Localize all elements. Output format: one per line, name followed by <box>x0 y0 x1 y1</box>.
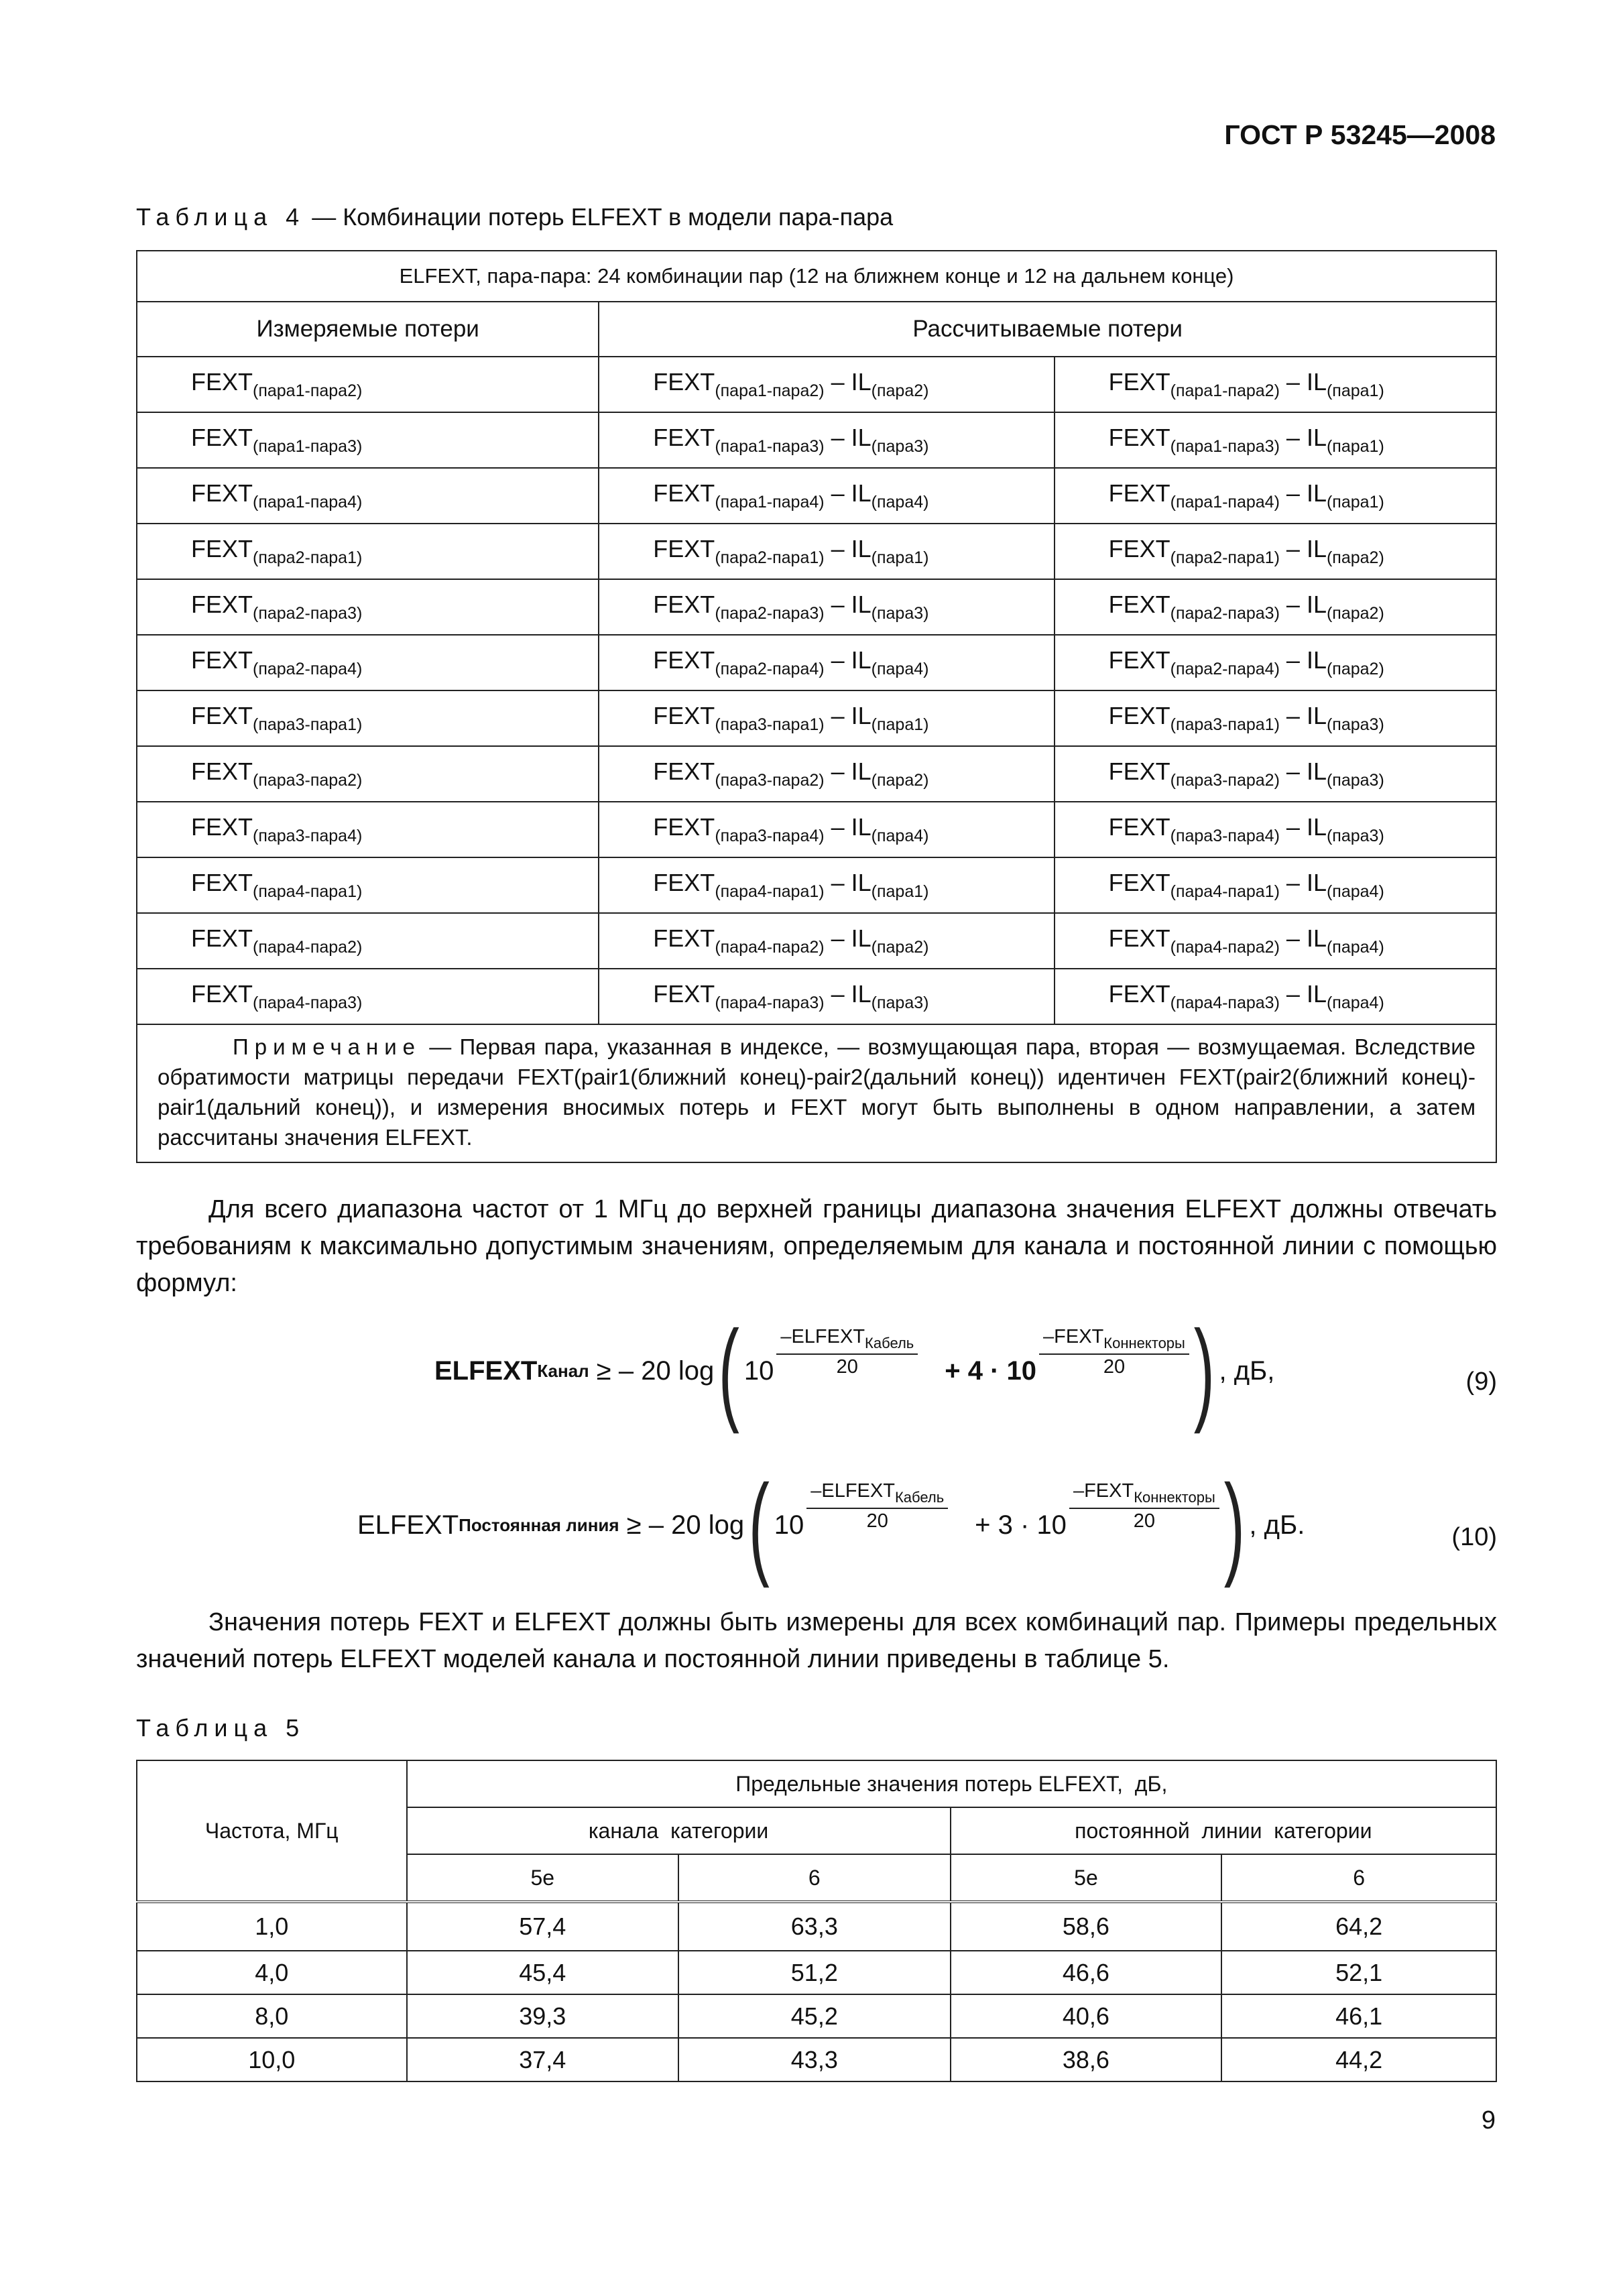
measured-loss-cell <box>137 857 599 913</box>
minus-sign: – <box>1279 591 1307 618</box>
il-subscript: (пара1) <box>1326 493 1384 511</box>
pair-subscript: (пара4-пара3) <box>253 993 363 1012</box>
table4-row <box>137 913 1496 969</box>
il-symbol: IL <box>1306 368 1327 396</box>
minus-sign: – <box>824 368 851 396</box>
fext-symbol: FEXT <box>191 368 253 396</box>
table4-merged-header: ELFEXT, пара-пара: 24 комбинации пар (12 на ближнем конце и 12 на дальнем конце) <box>137 251 1496 302</box>
fext-symbol: FEXT <box>1108 813 1170 841</box>
elfext-value-cell: 52,1 <box>1221 1951 1496 1994</box>
pair-subscript: (пара4-пара3) <box>715 993 825 1012</box>
f9-exp2-sub: Коннекторы <box>1103 1335 1185 1351</box>
minus-sign: – <box>1279 869 1307 896</box>
calculated-loss-cell <box>599 802 1054 857</box>
minus-sign: – <box>1279 924 1307 952</box>
elfext-value-cell: 38,6 <box>951 2038 1222 2081</box>
pair-subscript: (пара1-пара2) <box>253 381 363 400</box>
il-symbol: IL <box>1306 813 1327 841</box>
il-symbol: IL <box>1306 535 1327 562</box>
elfext-value-cell: 46,1 <box>1221 1994 1496 2038</box>
pair-subscript: (пара1-пара4) <box>1170 493 1280 511</box>
table5-body <box>137 1902 1496 2081</box>
pair-subscript: (пара3-пара1) <box>715 715 825 734</box>
pair-subscript: (пара1-пара4) <box>253 493 363 511</box>
pair-subscript: (пара2-пара1) <box>253 548 363 567</box>
f9-exp1-num: –ELFEXT <box>780 1326 865 1347</box>
il-symbol: IL <box>1306 424 1327 451</box>
table4-row <box>137 690 1496 746</box>
minus-sign: – <box>1279 479 1307 507</box>
minus-sign: – <box>1279 535 1307 562</box>
fext-symbol: FEXT <box>1108 924 1170 952</box>
il-symbol: IL <box>851 758 871 785</box>
table4-row <box>137 802 1496 857</box>
elfext-value-cell: 51,2 <box>678 1951 951 1994</box>
table4-row <box>137 412 1496 468</box>
fext-symbol: FEXT <box>1108 869 1170 896</box>
fext-symbol: FEXT <box>191 980 253 1008</box>
table5-row <box>137 1951 1496 1994</box>
table4-row <box>137 468 1496 524</box>
pair-subscript: (пара1-пара2) <box>715 381 825 400</box>
measured-loss-cell <box>137 802 599 857</box>
pair-subscript: (пара1-пара3) <box>715 437 825 456</box>
il-subscript: (пара4) <box>871 827 929 845</box>
paragraph-1-text: Для всего диапазона частот от 1 МГц до верхней границы диапазона значения ELFEXT должны отвечать требованиям к максимально допустимым значениям, определяемым для канала и постоянной линии с помощью формул: <box>136 1195 1497 1297</box>
table4 <box>136 250 1497 1163</box>
il-symbol: IL <box>851 980 871 1008</box>
il-subscript: (пара2) <box>1326 660 1384 678</box>
calculated-loss-cell <box>1055 857 1496 913</box>
calculated-loss-cell <box>599 579 1054 635</box>
pair-subscript: (пара2-пара3) <box>715 604 825 623</box>
frequency-cell: 8,0 <box>137 1994 407 2038</box>
calculated-loss-cell <box>599 746 1054 802</box>
paragraph-2 <box>136 1604 1497 1678</box>
fext-symbol: FEXT <box>653 591 715 618</box>
minus-sign: – <box>824 813 851 841</box>
measured-loss-cell <box>137 690 599 746</box>
frequency-cell: 4,0 <box>137 1951 407 1994</box>
fext-symbol: FEXT <box>1108 591 1170 618</box>
il-symbol: IL <box>1306 591 1327 618</box>
pair-subscript: (пара3-пара1) <box>253 715 363 734</box>
il-symbol: IL <box>1306 980 1327 1008</box>
il-subscript: (пара2) <box>1326 548 1384 567</box>
il-subscript: (пара4) <box>871 660 929 678</box>
il-symbol: IL <box>851 479 871 507</box>
il-subscript: (пара2) <box>871 771 929 790</box>
frequency-cell: 1,0 <box>137 1902 407 1951</box>
table5 <box>136 1760 1497 2082</box>
il-symbol: IL <box>1306 758 1327 785</box>
fext-symbol: FEXT <box>1108 368 1170 396</box>
table4-col-calculated: Рассчитываемые потери <box>599 302 1496 357</box>
il-subscript: (пара4) <box>871 493 929 511</box>
table4-row <box>137 579 1496 635</box>
f10-exp1-den: 20 <box>866 1510 888 1532</box>
il-subscript: (пара2) <box>871 381 929 400</box>
f10-exp2-num: –FEXT <box>1073 1480 1134 1502</box>
calculated-loss-cell <box>1055 635 1496 690</box>
elfext-value-cell: 37,4 <box>407 2038 679 2081</box>
note-text: — Первая пара, указанная в индексе, — возмущающая пара, вторая — возмущаемая. Вследствие обратимости матрицы передачи FEXT(pair1(ближний конец)-pair2(дальний конец)) идентичен FEXT(pair2(ближний конец)-pair1(дальний конец)), и измерения вносимых потерь и FEXT могут быть выполнены в одном направлении, а затем рассчитаны значения ELFEXT. <box>158 1034 1476 1150</box>
fext-symbol: FEXT <box>191 591 253 618</box>
fext-symbol: FEXT <box>653 869 715 896</box>
table5-col-freq: Частота, МГц <box>137 1760 407 1902</box>
calculated-loss-cell <box>1055 690 1496 746</box>
measured-loss-cell <box>137 412 599 468</box>
minus-sign: – <box>1279 368 1307 396</box>
il-symbol: IL <box>851 924 871 952</box>
page-number: 9 <box>1481 2106 1496 2134</box>
il-subscript: (пара1) <box>871 715 929 734</box>
measured-loss-cell <box>137 635 599 690</box>
pair-subscript: (пара2-пара4) <box>1170 660 1280 678</box>
pair-subscript: (пара4-пара1) <box>1170 882 1280 901</box>
f10-close-paren: ) <box>1223 1461 1245 1589</box>
elfext-value-cell: 45,2 <box>678 1994 951 2038</box>
pair-subscript: (пара3-пара1) <box>1170 715 1280 734</box>
f9-rel: ≥ – 20 log <box>589 1355 715 1386</box>
il-subscript: (пара1) <box>871 882 929 901</box>
fext-symbol: FEXT <box>191 646 253 674</box>
fext-symbol: FEXT <box>653 368 715 396</box>
pair-subscript: (пара3-пара2) <box>1170 771 1280 790</box>
calculated-loss-cell <box>1055 913 1496 969</box>
calculated-loss-cell <box>599 524 1054 579</box>
elfext-value-cell: 46,6 <box>951 1951 1222 1994</box>
table4-caption-text: — Комбинации потерь ELFEXT в модели пара-пара <box>305 203 894 231</box>
minus-sign: – <box>1279 758 1307 785</box>
pair-subscript: (пара2-пара1) <box>715 548 825 567</box>
table5-category: 6 <box>1221 1854 1496 1902</box>
table4-caption-label: Таблица 4 <box>136 203 306 231</box>
minus-sign: – <box>824 535 851 562</box>
il-subscript: (пара3) <box>1326 715 1384 734</box>
pair-subscript: (пара1-пара4) <box>715 493 825 511</box>
il-symbol: IL <box>851 869 871 896</box>
calculated-loss-cell <box>1055 357 1496 412</box>
pair-subscript: (пара4-пара2) <box>253 938 363 957</box>
il-subscript: (пара3) <box>871 993 929 1012</box>
pair-subscript: (пара2-пара4) <box>715 660 825 678</box>
minus-sign: – <box>824 758 851 785</box>
pair-subscript: (пара2-пара4) <box>253 660 363 678</box>
f10-exp1-sub: Кабель <box>894 1489 945 1506</box>
il-symbol: IL <box>851 424 871 451</box>
pair-subscript: (пара1-пара3) <box>253 437 363 456</box>
calculated-loss-cell <box>599 635 1054 690</box>
minus-sign: – <box>1279 424 1307 451</box>
fext-symbol: FEXT <box>1108 758 1170 785</box>
table5-category: 5e <box>951 1854 1222 1902</box>
minus-sign: – <box>824 702 851 729</box>
elfext-value-cell: 64,2 <box>1221 1902 1496 1951</box>
pair-subscript: (пара4-пара2) <box>1170 938 1280 957</box>
minus-sign: – <box>824 869 851 896</box>
formula-9 <box>434 1307 1275 1435</box>
pair-subscript: (пара1-пара2) <box>1170 381 1280 400</box>
minus-sign: – <box>1279 702 1307 729</box>
il-subscript: (пара1) <box>1326 437 1384 456</box>
elfext-value-cell: 44,2 <box>1221 2038 1496 2081</box>
table5-category: 5e <box>407 1854 679 1902</box>
il-symbol: IL <box>851 591 871 618</box>
f9-base: 10 <box>743 1355 774 1386</box>
pair-subscript: (пара2-пара3) <box>1170 604 1280 623</box>
table4-row <box>137 524 1496 579</box>
table4-row <box>137 857 1496 913</box>
measured-loss-cell <box>137 579 599 635</box>
f9-exp1-sub: Кабель <box>865 1335 914 1351</box>
table5-group-permanent: постоянной линии категории <box>951 1807 1496 1854</box>
il-subscript: (пара4) <box>1326 938 1384 957</box>
f10-exp1 <box>806 1480 948 1532</box>
f9-exp2 <box>1039 1326 1189 1378</box>
table5-row <box>137 1994 1496 2038</box>
f9-open-paren: ( <box>718 1307 740 1435</box>
il-subscript: (пара3) <box>1326 827 1384 845</box>
fext-symbol: FEXT <box>653 646 715 674</box>
fext-symbol: FEXT <box>191 535 253 562</box>
f10-lhs-sub: Постоянная линия <box>459 1514 619 1535</box>
f10-exp2-sub: Коннекторы <box>1134 1489 1215 1506</box>
il-subscript: (пара1) <box>1326 381 1384 400</box>
f10-exp2 <box>1069 1480 1219 1532</box>
minus-sign: – <box>824 924 851 952</box>
il-subscript: (пара3) <box>871 604 929 623</box>
elfext-value-cell: 45,4 <box>407 1951 679 1994</box>
f10-plus: + 3 · 10 <box>975 1510 1067 1540</box>
il-symbol: IL <box>1306 479 1327 507</box>
table4-row <box>137 357 1496 412</box>
pair-subscript: (пара4-пара2) <box>715 938 825 957</box>
table4-row <box>137 635 1496 690</box>
minus-sign: – <box>824 591 851 618</box>
elfext-value-cell: 40,6 <box>951 1994 1222 2038</box>
pair-subscript: (пара1-пара3) <box>1170 437 1280 456</box>
table4-body <box>137 357 1496 1024</box>
formula-9-number: (9) <box>1465 1368 1497 1396</box>
measured-loss-cell <box>137 746 599 802</box>
pair-subscript: (пара3-пара2) <box>253 771 363 790</box>
fext-symbol: FEXT <box>653 702 715 729</box>
pair-subscript: (пара4-пара1) <box>253 882 363 901</box>
pair-subscript: (пара4-пара3) <box>1170 993 1280 1012</box>
f10-base: 10 <box>774 1510 804 1540</box>
f10-open-paren: ( <box>748 1461 770 1589</box>
il-symbol: IL <box>851 646 871 674</box>
fext-symbol: FEXT <box>191 479 253 507</box>
il-subscript: (пара4) <box>1326 993 1384 1012</box>
table4-caption <box>136 203 893 231</box>
il-symbol: IL <box>851 535 871 562</box>
table4-col-measured: Измеряемые потери <box>137 302 599 357</box>
paragraph-2-text: Значения потерь FEXT и ELFEXT должны быть измерены для всех комбинаций пар. Примеры предельных значений потерь ELFEXT моделей канала и постоянной линии приведены в таблице 5. <box>136 1608 1497 1673</box>
calculated-loss-cell <box>599 357 1054 412</box>
f9-lhs: ELFEXT <box>434 1355 538 1386</box>
paragraph-1 <box>136 1191 1497 1302</box>
fext-symbol: FEXT <box>1108 702 1170 729</box>
pair-subscript: (пара3-пара4) <box>1170 827 1280 845</box>
fext-symbol: FEXT <box>653 535 715 562</box>
f10-exp2-den: 20 <box>1133 1510 1155 1532</box>
document-header: ГОСТ Р 53245—2008 <box>1224 119 1496 150</box>
fext-symbol: FEXT <box>653 479 715 507</box>
calculated-loss-cell <box>1055 524 1496 579</box>
fext-symbol: FEXT <box>653 758 715 785</box>
elfext-value-cell: 43,3 <box>678 2038 951 2081</box>
elfext-value-cell: 57,4 <box>407 1902 679 1951</box>
measured-loss-cell <box>137 524 599 579</box>
pair-subscript: (пара2-пара1) <box>1170 548 1280 567</box>
il-subscript: (пара3) <box>1326 771 1384 790</box>
il-symbol: IL <box>1306 869 1327 896</box>
fext-symbol: FEXT <box>1108 646 1170 674</box>
pair-subscript: (пара3-пара2) <box>715 771 825 790</box>
il-symbol: IL <box>851 813 871 841</box>
table5-row <box>137 1902 1496 1951</box>
calculated-loss-cell <box>1055 802 1496 857</box>
fext-symbol: FEXT <box>1108 980 1170 1008</box>
il-symbol: IL <box>851 702 871 729</box>
formula-10 <box>357 1461 1305 1589</box>
fext-symbol: FEXT <box>653 924 715 952</box>
fext-symbol: FEXT <box>1108 479 1170 507</box>
f9-close-paren: ) <box>1193 1307 1215 1435</box>
frequency-cell: 10,0 <box>137 2038 407 2081</box>
minus-sign: – <box>1279 646 1307 674</box>
minus-sign: – <box>1279 813 1307 841</box>
measured-loss-cell <box>137 357 599 412</box>
il-subscript: (пара3) <box>871 437 929 456</box>
il-subscript: (пара2) <box>871 938 929 957</box>
fext-symbol: FEXT <box>191 424 253 451</box>
fext-symbol: FEXT <box>191 758 253 785</box>
table5-category: 6 <box>678 1854 951 1902</box>
pair-subscript: (пара2-пара3) <box>253 604 363 623</box>
f9-exp1-den: 20 <box>836 1356 858 1378</box>
calculated-loss-cell <box>1055 579 1496 635</box>
minus-sign: – <box>824 980 851 1008</box>
table5-row <box>137 2038 1496 2081</box>
calculated-loss-cell <box>599 412 1054 468</box>
minus-sign: – <box>824 646 851 674</box>
f9-exp2-den: 20 <box>1103 1356 1126 1378</box>
pair-subscript: (пара3-пара4) <box>715 827 825 845</box>
measured-loss-cell <box>137 468 599 524</box>
elfext-value-cell: 39,3 <box>407 1994 679 2038</box>
f10-exp1-num: –ELFEXT <box>810 1480 895 1502</box>
table4-row <box>137 746 1496 802</box>
calculated-loss-cell <box>599 690 1054 746</box>
fext-symbol: FEXT <box>653 424 715 451</box>
il-symbol: IL <box>851 368 871 396</box>
f10-lhs: ELFEXT <box>357 1510 459 1540</box>
fext-symbol: FEXT <box>1108 535 1170 562</box>
minus-sign: – <box>1279 980 1307 1008</box>
il-subscript: (пара2) <box>1326 604 1384 623</box>
measured-loss-cell <box>137 969 599 1024</box>
f9-unit: , дБ, <box>1219 1355 1275 1386</box>
il-symbol: IL <box>1306 924 1327 952</box>
elfext-value-cell: 58,6 <box>951 1902 1222 1951</box>
fext-symbol: FEXT <box>191 813 253 841</box>
table5-top-header: Предельные значения потерь ELFEXT, дБ, <box>407 1760 1496 1807</box>
f9-exp1 <box>776 1326 918 1378</box>
calculated-loss-cell <box>1055 412 1496 468</box>
calculated-loss-cell <box>599 913 1054 969</box>
table5-group-channel: канала категории <box>407 1807 951 1854</box>
f10-rel: ≥ – 20 log <box>619 1510 745 1540</box>
fext-symbol: FEXT <box>191 702 253 729</box>
f10-unit: , дБ. <box>1249 1510 1305 1540</box>
note-label: Примечание <box>233 1034 422 1059</box>
calculated-loss-cell <box>599 857 1054 913</box>
formula-10-number: (10) <box>1451 1523 1497 1551</box>
calculated-loss-cell <box>599 468 1054 524</box>
fext-symbol: FEXT <box>191 924 253 952</box>
fext-symbol: FEXT <box>653 813 715 841</box>
fext-symbol: FEXT <box>653 980 715 1008</box>
f9-plus: + 4 · 10 <box>945 1355 1037 1386</box>
pair-subscript: (пара4-пара1) <box>715 882 825 901</box>
elfext-value-cell: 63,3 <box>678 1902 951 1951</box>
table4-note <box>137 1024 1496 1162</box>
il-symbol: IL <box>1306 646 1327 674</box>
calculated-loss-cell <box>599 969 1054 1024</box>
fext-symbol: FEXT <box>1108 424 1170 451</box>
minus-sign: – <box>824 479 851 507</box>
fext-symbol: FEXT <box>191 869 253 896</box>
minus-sign: – <box>824 424 851 451</box>
f9-exp2-num: –FEXT <box>1043 1326 1104 1347</box>
table5-caption: Таблица 5 <box>136 1714 306 1742</box>
il-subscript: (пара4) <box>1326 882 1384 901</box>
il-symbol: IL <box>1306 702 1327 729</box>
il-subscript: (пара1) <box>871 548 929 567</box>
calculated-loss-cell <box>1055 468 1496 524</box>
table4-row <box>137 969 1496 1024</box>
pair-subscript: (пара3-пара4) <box>253 827 363 845</box>
f9-lhs-sub: Канал <box>537 1360 589 1381</box>
calculated-loss-cell <box>1055 969 1496 1024</box>
calculated-loss-cell <box>1055 746 1496 802</box>
measured-loss-cell <box>137 913 599 969</box>
